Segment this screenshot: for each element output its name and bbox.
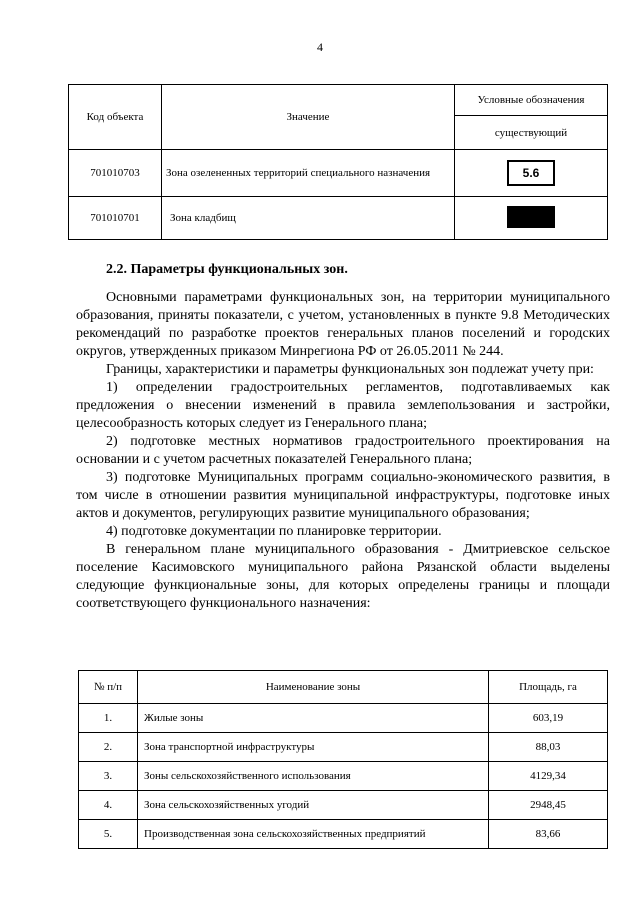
header-num: № п/п: [79, 671, 138, 704]
row-code: 701010701: [69, 197, 162, 240]
row-name: Жилые зоны: [138, 704, 489, 733]
table-row: [79, 791, 608, 820]
row-num: 1.: [79, 704, 138, 733]
section-heading: 2.2. Параметры функциональных зон.: [106, 262, 348, 277]
paragraph: 4) подготовке документации по планировке территории.: [106, 524, 442, 539]
body-text: [76, 289, 610, 613]
symbol-cell: [455, 197, 608, 240]
header-value: Значение: [162, 85, 455, 150]
paragraph: Основными параметрами функциональных зон, на территории муниципального образования, приняты показатели, с учетом, установленных в пункте 9.8 Методических рекомендаций по разработке проектов генеральных планов поселений и городских округов, утвержденных приказом Минрегиона РФ от 26.05.2011 № 244.: [76, 290, 610, 359]
paragraph: 3) подготовке Муниципальных программ социально-экономического развития, в том числе в отношении развития муниципальной инфраструктуры, подготовке иных актов и документов, регулирующих развитие муниципального образования;: [76, 470, 610, 521]
row-name: Производственная зона сельскохозяйственных предприятий: [138, 820, 489, 849]
table-row: [79, 704, 608, 733]
row-area: 88,03: [489, 733, 608, 762]
row-value: Зона озелененных территорий специального назначения: [162, 150, 455, 197]
table-row: [69, 150, 608, 197]
table-row: [79, 762, 608, 791]
table-header-row: [79, 671, 608, 704]
table-row: [79, 733, 608, 762]
row-num: 2.: [79, 733, 138, 762]
paragraph: В генеральном плане муниципального образования - Дмитриевское сельское поселение Касимовского муниципального района Рязанской области выделены следующие функциональные зоны, для которых определены границы и площади соответствующего функционального назначения:: [76, 542, 610, 611]
paragraph: 1) определении градостроительных регламентов, подготавливаемых как предложения о внесении изменений в правила землепользования и застройки, целесообразность которых следует из Генерального плана;: [76, 380, 610, 431]
header-symbols: Условные обозначения: [455, 85, 608, 116]
row-code: 701010703: [69, 150, 162, 197]
row-num: 3.: [79, 762, 138, 791]
table-row: [79, 820, 608, 849]
row-num: 5.: [79, 820, 138, 849]
paragraph: 2) подготовке местных нормативов градостроительного проектирования на основании и с учетом расчетных показателей Генерального плана;: [76, 434, 610, 467]
header-existing: существующий: [455, 116, 608, 150]
paragraph: Границы, характеристики и параметры функциональных зон подлежат учету при:: [106, 362, 594, 377]
table-row: [69, 197, 608, 240]
header-area: Площадь, га: [489, 671, 608, 704]
row-area: 603,19: [489, 704, 608, 733]
header-code: Код объекта: [69, 85, 162, 150]
row-num: 4.: [79, 791, 138, 820]
row-area: 2948,45: [489, 791, 608, 820]
symbol-cell: [455, 150, 608, 197]
page-number: 4: [317, 40, 323, 54]
legend-table: [68, 84, 608, 240]
zone-symbol-outlined: 5.6: [507, 160, 555, 186]
zones-table: [78, 670, 608, 849]
row-name: Зоны сельскохозяйственного использования: [138, 762, 489, 791]
row-area: 4129,34: [489, 762, 608, 791]
row-value: Зона кладбищ: [162, 197, 455, 240]
row-name: Зона транспортной инфраструктуры: [138, 733, 489, 762]
row-area: 83,66: [489, 820, 608, 849]
header-name: Наименование зоны: [138, 671, 489, 704]
zone-symbol-black: [507, 206, 555, 228]
row-name: Зона сельскохозяйственных угодий: [138, 791, 489, 820]
